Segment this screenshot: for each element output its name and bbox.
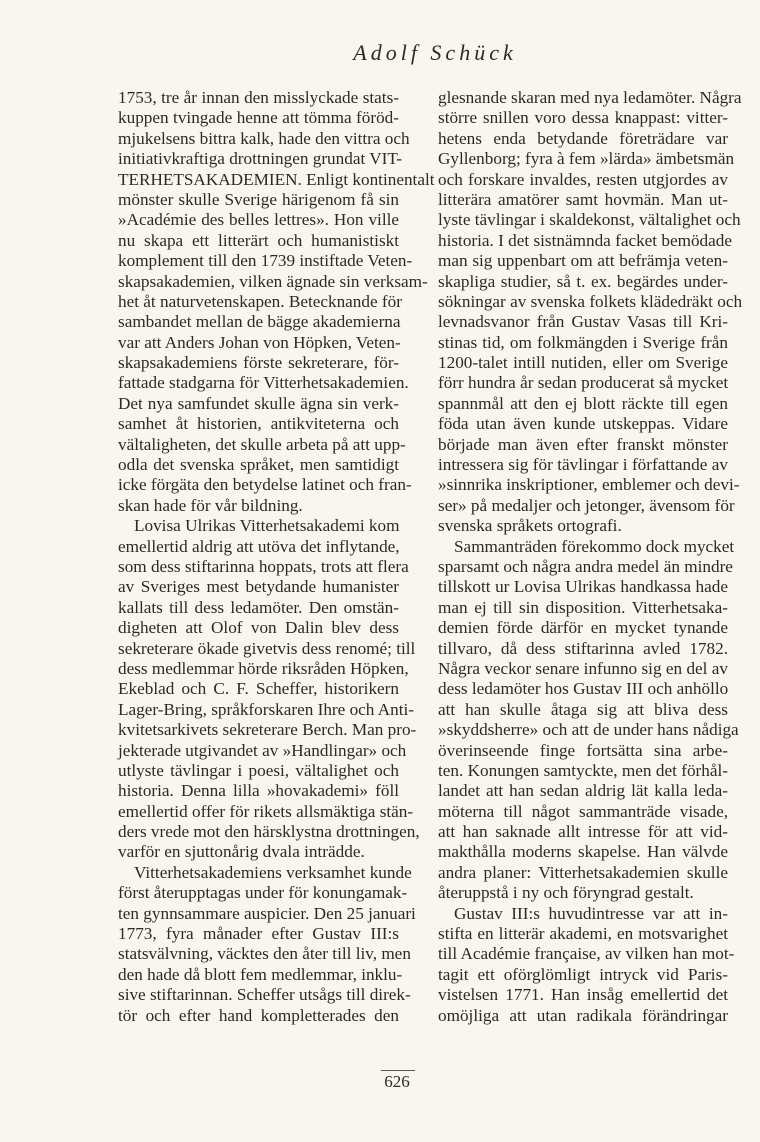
text-line: Sammanträden förekommo dock mycket xyxy=(454,536,735,556)
text-line: Lager-Bring, språkforskaren Ihre och Anti- xyxy=(118,699,415,719)
text-column-left xyxy=(118,88,435,1026)
paragraph xyxy=(118,516,420,863)
text-line: samhet åt historien, antikviteterna och xyxy=(118,414,399,434)
text-line: återuppstå i ny och föryngrad gestalt. xyxy=(438,883,694,903)
text-line: ser» på medaljer och jetonger, ävensom för xyxy=(438,495,735,515)
text-line: historia. I det sistnämnda facket bemödade xyxy=(438,230,733,250)
text-line: som dess stiftarinna hoppats, trots att flera xyxy=(118,556,409,576)
text-line: komplement till den 1739 instiftade Veten- xyxy=(118,251,413,271)
text-line: mönster skulle Sverige härigenom få sin xyxy=(118,189,399,209)
text-line: omöjliga att utan radikala förändringar xyxy=(438,1005,728,1025)
text-line: ten gynnsammare auspicier. Den 25 januari xyxy=(118,903,416,923)
text-line: av Sveriges mest betydande humanister xyxy=(118,577,399,597)
text-line: möterna till något sammanträde visade, xyxy=(438,801,728,821)
text-line: var att Anders Johan von Höpken, Veten- xyxy=(118,332,401,352)
text-line: skapliga studier, så t. ex. begärdes under- xyxy=(438,271,728,291)
text-line: och forskare invaldes, resten utgjordes av xyxy=(438,169,728,189)
text-line: jekterade utgivandet av »Handlingar» och xyxy=(118,740,407,760)
paragraph xyxy=(118,88,435,516)
text-line: utlyste tävlingar i poesi, vältalighet och xyxy=(118,760,399,780)
text-column-right xyxy=(438,88,743,1026)
page-number: 626 xyxy=(384,1072,410,1091)
text-line: digheten att Olof von Dalin blev dess xyxy=(118,618,399,638)
text-line: vältaligheten, det skulle arbeta på att upp- xyxy=(118,434,406,454)
paragraph xyxy=(438,88,743,537)
text-line: »Académie des belles lettres». Hon ville xyxy=(118,210,399,230)
text-line: sive stiftarinnan. Scheffer utsågs till direk- xyxy=(118,985,411,1005)
text-line: stifta en litterär akademi, en motsvarighet xyxy=(438,924,728,944)
text-line: föda utan även kunde utskeppas. Vidare xyxy=(438,414,728,434)
text-line: 1200-talet intill nutiden, eller om Sverige xyxy=(438,353,728,373)
text-line: sambandet mellan de bägge akademierna xyxy=(118,312,401,332)
text-line: tagit ett oförglömligt intryck vid Paris- xyxy=(438,964,728,984)
text-line: icke förgäta den betydelse latinet och fran- xyxy=(118,475,412,495)
text-line: stinas tid, om folkmängden i Sverige från xyxy=(438,332,728,352)
text-line: fattade stadgarna för Vitterhetsakademien. xyxy=(118,373,409,393)
text-line: hetens enda betydande företrädare var xyxy=(438,128,728,148)
text-line: Lovisa Ulrikas Vitterhetsakademi kom xyxy=(134,516,400,536)
text-line: man sig uppenbart om att befrämja veten- xyxy=(438,251,728,271)
text-line: skan hade för vår bildning. xyxy=(118,495,303,515)
text-line: lyste tävlingar i skaldekonst, vältalighet och xyxy=(438,210,741,230)
text-line: emellertid aldrig att utöva det inflytande, xyxy=(118,536,400,556)
text-line: kvitetsarkivets sekreterare Berch. Man pro- xyxy=(118,720,417,740)
text-line: Ekeblad och C. F. Scheffer, historikern xyxy=(118,679,399,699)
text-line: tillvaro, då dess stiftarinna avled 1782. xyxy=(438,638,728,658)
text-line: 1773, fyra månader efter Gustav III:s xyxy=(118,924,399,944)
text-line: Några veckor senare infunno sig en del av xyxy=(438,658,728,678)
text-line: demien förde därför en mycket tynande xyxy=(438,618,728,638)
text-line: sökningar av svenska folkets klädedräkt och xyxy=(438,291,743,311)
text-line: att han saknade allt intresse för att vid- xyxy=(438,822,728,842)
text-line: började man även efter franskt mönster xyxy=(438,434,728,454)
text-line: tillskott ur Lovisa Ulrikas handkassa hade xyxy=(438,577,728,597)
text-line: Det nya samfundet skulle ägna sin verk- xyxy=(118,393,399,413)
text-line: odla det svenska språket, men samtidigt xyxy=(118,455,399,475)
text-line: andra planer: Vitterhetsakademien skulle xyxy=(438,862,728,882)
text-line: Vitterhetsakademiens verksamhet kunde xyxy=(134,862,412,882)
text-line: tör och efter hand kompletterades den xyxy=(118,1005,399,1025)
text-line: historia. Denna lilla »hovakademi» föll xyxy=(118,781,399,801)
text-line: makthålla moderns skapelse. Han välvde xyxy=(438,842,728,862)
text-line: TERHETSAKADEMIEN. Enligt kontinentalt xyxy=(118,169,435,189)
text-line: kuppen tvingade henne att tömma föröd- xyxy=(118,108,399,128)
text-line: intressera sig för tävlingar i författande av xyxy=(438,455,728,475)
text-line: dess medlemmar hörde riksråden Höpken, xyxy=(118,658,409,678)
text-line: sekreterare ökade givetvis dess renomé; till xyxy=(118,638,416,658)
text-line: spannmål att den ej blott räckte till egen xyxy=(438,393,728,413)
text-line: landet att han sedan aldrig lät kalla leda- xyxy=(438,781,728,801)
text-line: den hade då blott fem medlemmar, inklu- xyxy=(118,964,403,984)
text-line: sparsamt och några andra medel än mindre xyxy=(438,556,733,576)
text-line: Gustav III:s huvudintresse var att in- xyxy=(454,903,728,923)
text-line: emellertid offer för rikets allsmäktiga stän- xyxy=(118,801,414,821)
text-line: glesnande skaran med nya ledamöter. Några xyxy=(438,88,742,107)
text-line: levnadsvanor från Gustav Vasas till Kri- xyxy=(438,312,728,332)
text-line: statsvälvning, väcktes den åter till liv, men xyxy=(118,944,411,964)
text-line: till Académie française, av vilken han mot- xyxy=(438,944,735,964)
text-line: vistelsen 1771. Han insåg emellertid det xyxy=(438,985,728,1005)
page-number-rule xyxy=(381,1070,415,1071)
paragraph xyxy=(438,536,739,904)
text-line: ders vrede mot den härsklystna drottningen, xyxy=(118,822,420,842)
text-line: skapsakademien, vilken ägnade sin verksam- xyxy=(118,271,428,291)
paragraph xyxy=(438,903,735,1026)
running-header: Adolf Schück xyxy=(353,40,517,65)
text-line: ten. Konungen samtyckte, men det förhål- xyxy=(438,760,728,780)
text-line: Gyllenborg; fyra à fem »lärda» ämbetsmän xyxy=(438,149,735,169)
text-line: initiativkraftiga drottningen grundat VIT- xyxy=(118,149,403,169)
text-line: att han skulle åtaga sig att bliva dess xyxy=(438,699,728,719)
text-line: kallats till dess ledamöter. Den omstän- xyxy=(118,597,399,617)
text-line: »sinnrika inskriptioner, emblemer och devi- xyxy=(438,475,740,495)
text-line: dess ledamöter hos Gustav III och anhöllo xyxy=(438,679,729,699)
text-line: svenska språkets ortografi. xyxy=(438,516,622,536)
text-line: större snillen voro dessa knappast: vitter- xyxy=(438,108,728,128)
text-line: mjukelsens bittra kalk, hade den vittra och xyxy=(118,128,410,148)
text-line: överinseende finge fortsätta sina arbe- xyxy=(438,740,728,760)
text-line: nu skapa ett litterärt och humanistiskt xyxy=(118,230,399,250)
text-line: varför en sjuttonårig dvala inträdde. xyxy=(118,842,365,862)
text-line: förr hundra år sedan producerat så mycket xyxy=(438,373,729,393)
text-line: skapsakademiens förste sekreterare, för- xyxy=(118,353,399,373)
text-line: litterära amatörer samt hovmän. Man ut- xyxy=(438,189,728,209)
text-line: 1753, tre år innan den misslyckade stats- xyxy=(118,88,399,107)
text-line: först återupptagas under för konungamak- xyxy=(118,883,408,903)
text-line: man ej till sin disposition. Vitterhetsaka- xyxy=(438,597,728,617)
text-line: het åt naturvetenskapen. Betecknande för xyxy=(118,291,402,311)
paragraph xyxy=(118,862,416,1026)
text-line: »skyddsherre» och att de under hans nådiga xyxy=(438,720,739,740)
